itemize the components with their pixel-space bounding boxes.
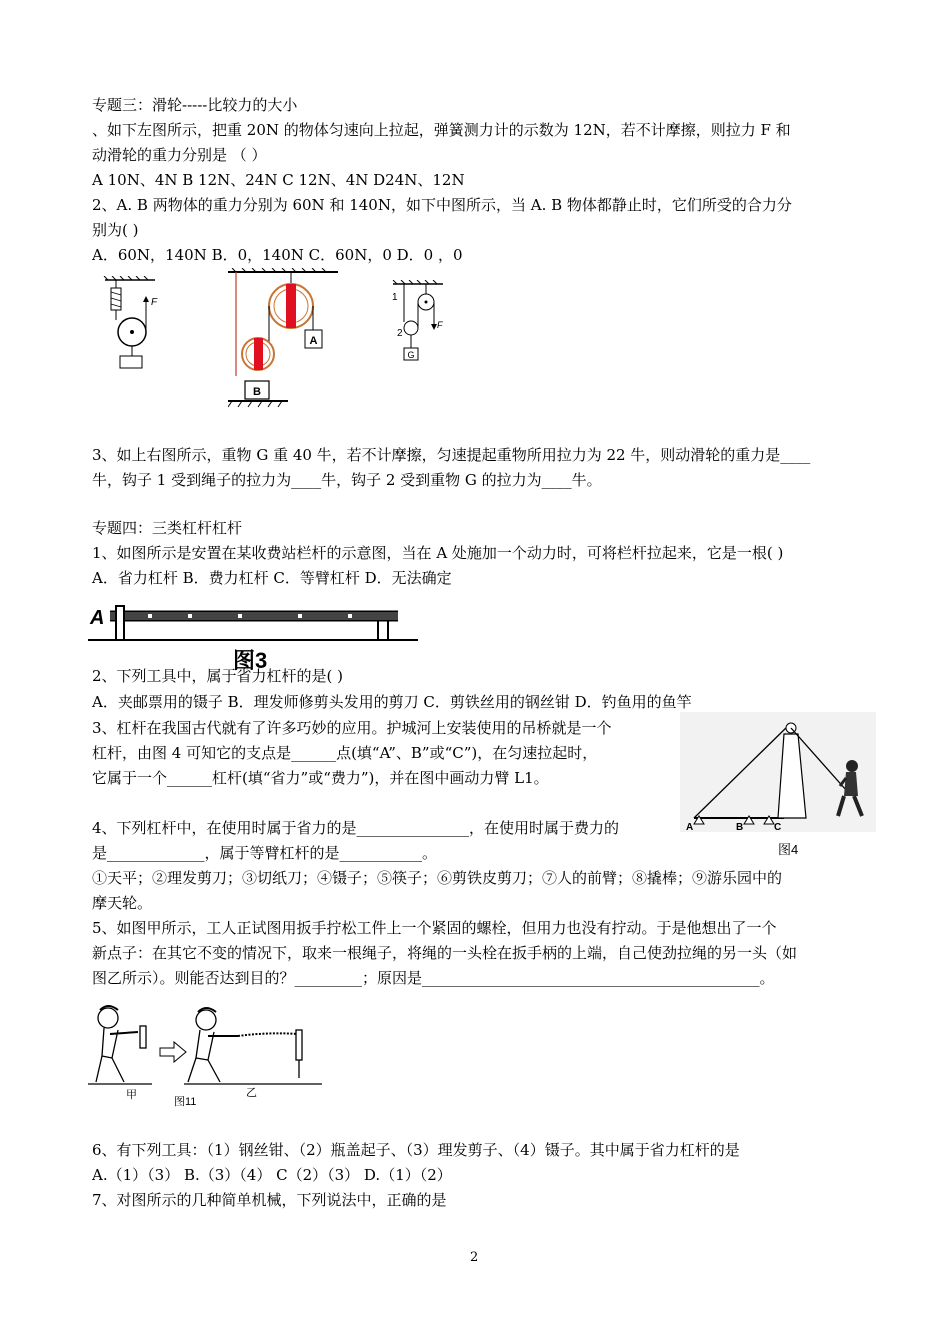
point-b-label: B [736,822,744,833]
figure-11-wrench [88,1000,328,1108]
q4-1-options: A．省力杠杆 B．费力杠杆 C．等臂杠杆 D．无法确定 [92,569,452,587]
q4-6-line1: 6、有下列工具：（1）钢丝钳、（2）瓶盖起子、（3）理发剪子、（4）镊子。其中属于省力杠杆的是 [92,1141,740,1159]
q4-3-line3: 它属于一个______杠杆(填“省力”或“费力”)，并在图中画动力臂 L1。 [92,769,549,787]
section-4-title: 专题四：三类杠杆杠杆 [92,519,243,537]
page-number: 2 [470,1250,479,1265]
q4-6-options: A.（1）（3） B.（3）（4） C（2）（3） D.（1）（2） [92,1166,452,1184]
hook-2-label: 2 [397,328,403,339]
block-a-label: A [309,335,318,347]
point-c-label: C [774,822,782,833]
q4-5-line3: 图乙所示）。则能否达到目的？_________；原因是_____________________________________________。 [92,969,775,987]
section-3-title: 专题三：滑轮-----比较力的大小 [92,96,298,114]
q3-2-options: A．60N，140N B．0，140N C．60N，0 D．0 ，0 [92,246,463,264]
figure-11-caption: 图11 [174,1096,197,1108]
figure-3-toll-gate [88,598,428,674]
q4-3-line1: 3、杠杆在我国古代就有了许多巧妙的应用。护城河上安装使用的吊桥就是一个 [92,719,612,737]
worker-yi [184,1008,322,1084]
worker-jia [88,1006,152,1084]
q4-4-line4: 摩天轮。 [92,894,153,912]
point-a-label: A [686,822,694,833]
q4-2-options: A．夹邮票用的镊子 B．理发师修剪头发用的剪刀 C．剪铁丝用的钢丝钳 D．钓鱼用的鱼竿 [92,693,692,711]
label-jia: 甲 [126,1089,137,1101]
block-b-label: B [253,386,261,398]
figure-4-drawbridge [680,712,876,860]
q3-1-line1: 、如下左图所示，把重 20N 的物体匀速向上拉起，弹簧测力计的示数为 12N，若不计摩擦，则拉力 F 和 [92,121,791,139]
q3-3-line2: 牛，钩子 1 受到绳子的拉力为____牛，钩子 2 受到重物 G 的拉力为____牛。 [92,471,602,489]
q4-4-line2: 是_____________，属于等臂杠杆的是___________。 [92,844,438,862]
right-pulley-figure [388,280,448,366]
q3-2-line2: 别为( ) [92,221,139,239]
q4-4-line1: 4、下列杠杆中，在使用时属于省力的是_______________，在使用时属于费力的 [92,819,620,837]
point-a-label: A [90,607,105,629]
force-label-f: F [151,297,158,308]
middle-pulley-figure [228,268,340,410]
weight-g-label: G [407,350,415,360]
left-pulley-figure [100,276,180,372]
q4-2-line1: 2、下列工具中，属于省力杠杆的是( ) [92,667,344,685]
label-yi: 乙 [246,1087,257,1099]
force-label-f: F [437,320,443,330]
figure-3-caption: 图3 [233,648,268,673]
q4-1-line1: 1、如图所示是安置在某收费站栏杆的示意图，当在 A 处施加一个动力时，可将栏杆拉起来，它是一根( ) [92,544,784,562]
q3-1-options: A 10N、4N B 12N、24N C 12N、4N D24N、12N [92,171,465,189]
q4-3-line2: 杠杆，由图 4 可知它的支点是______点(填“A”、B”或“C”)，在匀速拉起时， [92,744,598,762]
q3-1-line2: 动滑轮的重力分别是 （ ） [92,146,267,164]
figure-4-caption: 图4 [778,842,799,857]
q4-4-line3: ①天平；②理发剪刀；③切纸刀；④镊子；⑤筷子；⑥剪铁皮剪刀；⑦人的前臂；⑧撬棒；⑨游乐园中的 [92,869,783,887]
q4-5-line2: 新点子：在其它不变的情况下，取来一根绳子，将绳的一头栓在扳手柄的上端，自己使劲拉绳的另一头（如 [92,944,798,962]
q4-7-line1: 7、对图所示的几种简单机械，下列说法中，正确的是 [92,1191,447,1209]
q3-3-line1: 3、如上右图所示，重物 G 重 40 牛，若不计摩擦，匀速提起重物所用拉力为 22 牛，则动滑轮的重力是____ [92,446,811,464]
hook-1-label: 1 [392,292,398,303]
q3-2-line1: 2、A. B 两物体的重力分别为 60N 和 140N，如下中图所示，当 A. B 物体都静止时，它们所受的合力分 [92,196,792,214]
q4-5-line1: 5、如图甲所示，工人正试图用扳手拧松工件上一个紧固的螺栓，但用力也没有拧动。于是他想出了一个 [92,919,777,937]
